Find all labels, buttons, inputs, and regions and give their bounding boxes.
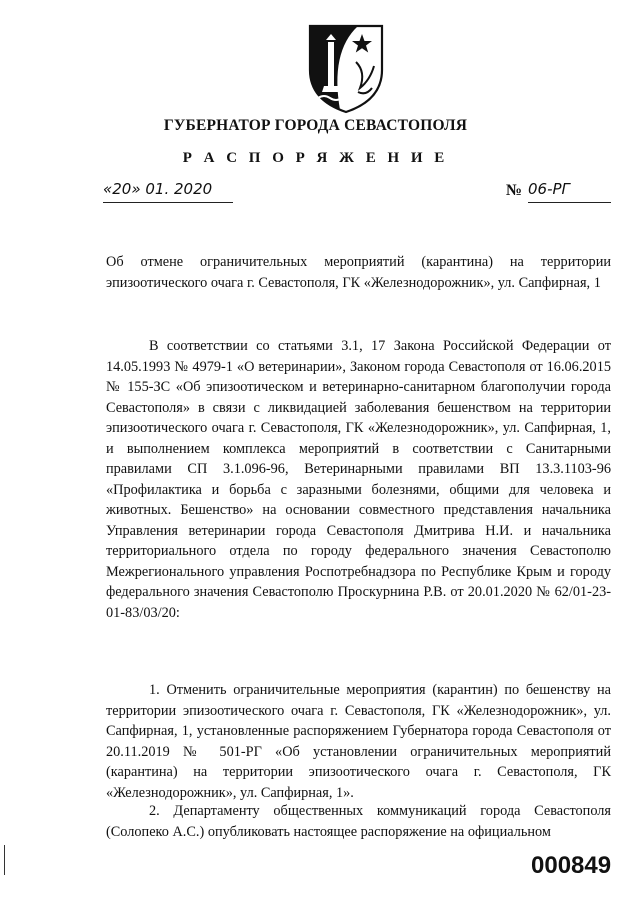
preamble-paragraph: В соответствии со статьями 3.1, 17 Закона Российской Федерации от 14.05.1993 № 4979-1 «О ветеринарии», Законом города Севастополя от 16.06.2015 № 155-ЗС «Об эпизоотическом и ветеринарно-санитарном благополучии города Севастополя» в связи с ликвидацией заболевания бешенством на территории эпизоотического очага г. Севастополя, ГК «Железнодорожник», ул. Сапфирная, 1, и выполнением комплекса мероприятий в соответствии с Санитарными правилами СП 3.1.096-96, Ветеринарными правилами ВП 13.3.1103-96 «Профилактика и борьба с заразными болезнями, общими для человека и животных. Бешенство» на основании совместного представления начальника Управления ветеринарии города Севастополя Дмитрива Н.И. и начальника территориального отдела по городу федерального значения Севастополю Межрегионального управления Роспотребнадзора по Республике Крым и городу федерального значения Севастополю Проскурнина Р.В. от 20.01.2020 № 62/01-23-01-83/03/20: <box>106 338 611 621</box>
document-date: «20» 01. 2020 <box>103 180 233 203</box>
issuing-authority: ГУБЕРНАТОР ГОРОДА СЕВАСТОПОЛЯ <box>163 117 468 134</box>
document-type: Р А С П О Р Я Ж Е Н И Е <box>182 150 449 166</box>
document-subject: Об отмене ограничительных мероприятий (карантина) на территории эпизоотического очага г. Севастополя, ГК «Железнодорожник», ул. Сапфирная, 1 <box>106 254 611 291</box>
order-item-1: 1. Отменить ограничительные мероприятия (карантин) по бешенству на территории эпизоотического очага г. Севастополя, ГК «Железнодорожник», ул. Сапфирная, 1, установленные распоряжением Губернатора города Севастополя от 20.11.2019 № 501-РГ «Об установлении ограничительных мероприятий (карантина) на территории эпизоотического очага г. Севастополя, ГК «Железнодорожник», ул. Сапфирная, 1». <box>106 682 611 801</box>
scan-margin-mark <box>4 845 5 875</box>
serial-number: 000849 <box>531 852 612 879</box>
number-sign: № <box>506 182 523 199</box>
sevastopol-coat-of-arms-icon <box>300 22 392 114</box>
document-number-field <box>506 180 611 202</box>
order-item-2: 2. Департаменту общественных коммуникаций города Севастополя (Солопеко А.С.) опубликовать настоящее распоряжение на официальном <box>106 803 611 840</box>
document-number: 06-РГ <box>528 180 611 203</box>
